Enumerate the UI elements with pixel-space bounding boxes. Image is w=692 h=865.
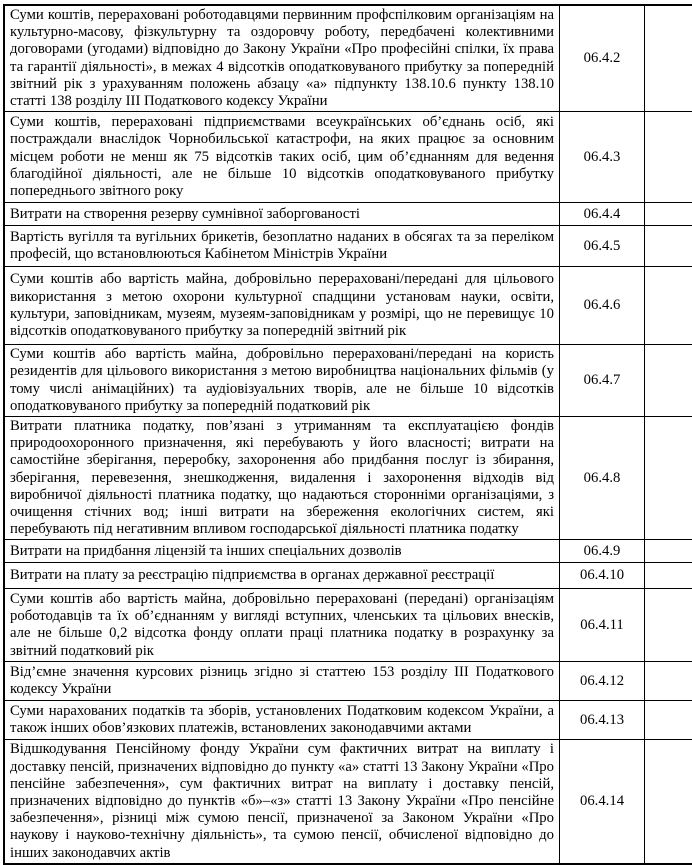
row-value-cell [645, 226, 692, 267]
row-value-cell [645, 112, 692, 203]
table-row [4, 5, 692, 112]
table-row [4, 540, 692, 563]
table-row [4, 226, 692, 267]
row-description: Відшкодування Пенсійному фонду України сум фактичних витрат на виплату і доставку пенсій, призначених відповідно до пункту «а» статті 13 Закону України «Про пенсійне забезпечення», сум фактичних витрат на виплату і доставку пенсій, призначених відповідно до пунктів «б»–«з» статті 13 Закону України «Про пенсійне забезпечення», різниці між сумою пенсії, призначеної за Законом України «Про наукову і науково-технічну діяльність», та сумою пенсії, обчисленої відповідно до інших законодавчих актів [4, 740, 560, 864]
row-code: 06.4.5 [560, 226, 645, 267]
row-description: Суми коштів або вартість майна, добровільно перераховані/передані для цільового використання з метою охорони культурної спадщини установам науки, освіти, культури, заповідникам, музеям, музеям-заповідникам у розмірі, що не перевищує 10 відсотків оподатковуваного прибутку за попередній звітний рік [4, 267, 560, 345]
row-description: Суми коштів або вартість майна, добровільно перераховані/передані на користь резидентів для цільового використання з метою виробництва національних фільмів (у тому числі анімаційних) та аудіовізуальних творів, але не більше 10 відсотків оподатковуваного прибутку за попередній податковий рік [4, 345, 560, 417]
row-code: 06.4.13 [560, 701, 645, 740]
row-value-cell [645, 267, 692, 345]
row-code: 06.4.4 [560, 203, 645, 226]
table-row [4, 563, 692, 589]
table-row [4, 662, 692, 701]
table-row [4, 345, 692, 417]
row-code: 06.4.3 [560, 112, 645, 203]
table-body [4, 5, 692, 864]
row-value-cell [645, 203, 692, 226]
row-value-cell [645, 701, 692, 740]
row-description: Витрати на придбання ліцензій та інших спеціальних дозволів [4, 540, 560, 563]
table-row [4, 740, 692, 864]
row-description: Суми коштів, перераховані підприємствами всеукраїнських об’єднань осіб, які постраждали внаслідок Чорнобильської катастрофи, на яких працює за основним місцем роботи не менш як 75 відсотків таких осіб, цим об’єднанням для ведення благодійної діяльності, але не більше 10 відсотків оподатковуваного прибутку попереднього звітного року [4, 112, 560, 203]
row-code: 06.4.12 [560, 662, 645, 701]
row-description: Суми нарахованих податків та зборів, установлених Податковим кодексом України, а також інших обов’язкових платежів, встановлених законодавчими актами [4, 701, 560, 740]
table-row [4, 267, 692, 345]
row-value-cell [645, 740, 692, 864]
row-code: 06.4.6 [560, 267, 645, 345]
table-row [4, 589, 692, 662]
row-code: 06.4.11 [560, 589, 645, 662]
row-value-cell [645, 589, 692, 662]
row-description: Від’ємне значення курсових різниць згідно зі статтею 153 розділу III Податкового кодексу України [4, 662, 560, 701]
row-value-cell [645, 345, 692, 417]
row-description: Витрати платника податку, пов’язані з утриманням та експлуатацією фондів природоохоронного призначення, які перебувають у його власності; витрати на самостійне зберігання, переробку, захоронення або придбання послуг із збирання, зберігання, перевезення, знешкодження, видалення і захоронення відходів від виробничої діяльності платника податку, що надаються сторонніми організаціями, з очищення стічних вод; інші витрати на збереження екологічних систем, які перебувають під негативним впливом господарської діяльності платника податку [4, 417, 560, 540]
row-value-cell [645, 662, 692, 701]
row-code: 06.4.2 [560, 5, 645, 112]
table-row [4, 203, 692, 226]
row-code: 06.4.10 [560, 563, 645, 589]
row-code: 06.4.8 [560, 417, 645, 540]
row-description: Суми коштів або вартість майна, добровільно перераховані (передані) організаціям роботодавців та їх об’єднанням у вигляді вступних, членських та цільових внесків, але не більше 0,2 відсотка фонду оплати праці платника податку в розрахунку за звітний податковий рік [4, 589, 560, 662]
row-code: 06.4.9 [560, 540, 645, 563]
row-value-cell [645, 5, 692, 112]
tax-expense-table [3, 4, 692, 865]
row-code: 06.4.14 [560, 740, 645, 864]
row-code: 06.4.7 [560, 345, 645, 417]
row-description: Витрати на плату за реєстрацію підприємства в органах державної реєстрації [4, 563, 560, 589]
row-value-cell [645, 540, 692, 563]
row-value-cell [645, 563, 692, 589]
table-row [4, 701, 692, 740]
table-row [4, 112, 692, 203]
row-description: Вартість вугілля та вугільних брикетів, безоплатно наданих в обсягах та за переліком професій, що встановлюються Кабінетом Міністрів України [4, 226, 560, 267]
row-description: Суми коштів, перераховані роботодавцями первинним профспілковим організаціям на культурно-масову, фізкультурну та оздоровчу роботу, передбачені колективними договорами (угодами) відповідно до Закону України «Про професійні спілки, їх права та гарантії діяльності», в межах 4 відсотків оподатковуваного прибутку за попередній звітний рік з урахуванням положень абзацу «а» підпункту 138.10.6 пункту 138.10 статті 138 розділу III Податкового кодексу України [4, 5, 560, 112]
table-row [4, 417, 692, 540]
row-value-cell [645, 417, 692, 540]
row-description: Витрати на створення резерву сумнівної заборгованості [4, 203, 560, 226]
